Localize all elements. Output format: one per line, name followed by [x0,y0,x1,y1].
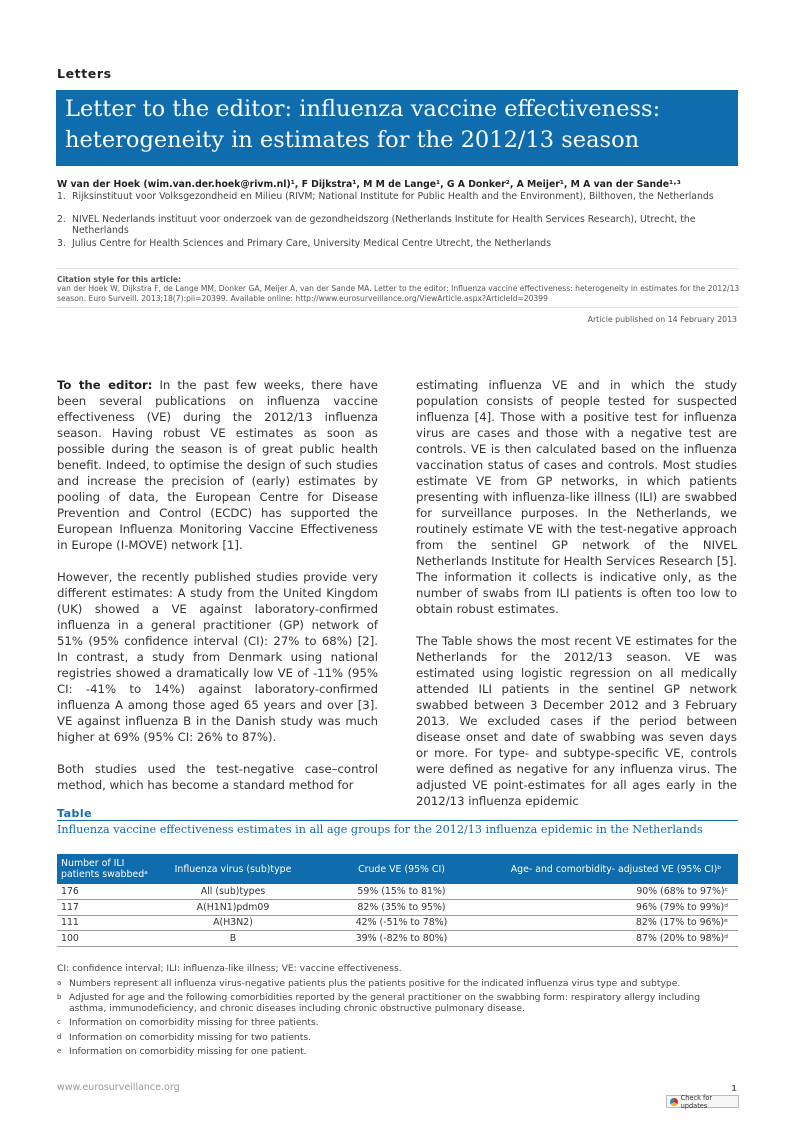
footnote-d [57,1032,738,1043]
paragraph-lead: To the editor: [57,378,153,392]
footnote-abbreviations: CI: confidence interval; ILI: influenza-like illness; VE: vaccine effectiveness. [57,963,402,974]
table-row [57,915,738,931]
table-rule [57,820,738,821]
affiliation-2 [57,214,747,236]
table-cell: A(H1N1)pdm09 [157,900,309,916]
table-row [57,884,738,900]
footnote-mark: d [57,1033,62,1041]
table-label: Table [57,807,93,820]
table-cell: B [157,931,309,947]
table-cell: 59% (15% to 81%) [309,884,494,900]
table-cell: 176 [57,884,157,900]
table-cell: 39% (-82% to 80%) [309,931,494,947]
check-for-updates-button[interactable] [666,1095,739,1108]
body-paragraph: To the editor: In the past few weeks, there have been several publications on influenza vaccine effectiveness (VE) during the 2012/13 influenza season. Having robust VE estimates as soon as possible during the season is of great public health benefit. Indeed, to optimise the design of such studies and increase the precision of (early) estimates by pooling of data, the European Centre for Disease Prevention and Control (ECDC) has supported the European Influenza Monitoring Vaccine Effectiveness in Europe (I-MOVE) network [1]. [57,378,378,552]
article-title [56,90,738,160]
table-cell: 90% (68% to 97%)ᶜ [494,884,738,900]
title-line-1: Letter to the editor: influenza vaccine effectiveness: [65,96,661,122]
table-cell: 111 [57,915,157,931]
column-header: Age- and comorbidity- adjusted VE (95% CI)ᵇ [494,854,738,884]
author-list: W van der Hoek (wim.van.der.hoek@rivm.nl)¹, F Dijkstra¹, M M de Lange¹, G A Donker², A Meijer¹, M A van der Sande¹·³ [57,179,681,190]
body-column-left [57,377,378,793]
ve-table [57,854,738,947]
footnote-text: Information on comorbidity missing for two patients. [69,1032,312,1043]
table-cell: 117 [57,900,157,916]
column-header: Number of ILI patients swabbedᵃ [57,854,157,884]
body-paragraph: Both studies used the test-negative case–control method, which has become a standard method for [57,762,378,792]
divider [57,307,738,308]
table-header-row [57,854,738,884]
affiliation-number: 3. [57,238,66,249]
footnote-mark: c [57,1018,61,1026]
footnote-b [57,992,738,1014]
table-row [57,900,738,916]
citation-label: Citation style for this article: [57,275,182,284]
footnote-mark: b [57,993,62,1001]
section-label: Letters [57,66,112,81]
table-cell: 42% (-51% to 78%) [309,915,494,931]
footnote-mark: a [57,979,62,987]
citation-text: van der Hoek W, Dijkstra F, de Lange MM, Donker GA, Meijer A, van der Sande MA. Letter to the editor: Influenza vaccine effectiveness: heterogeneity in estimates for the 2012/13 season. Euro Surveill. 2013;18(7):pii=20399. Available online: http://www.eurosurveillance.org/ViewArticle.aspx?ArticleId=20399 [57,284,740,303]
table-cell: 82% (35% to 95%) [309,900,494,916]
footnote-e [57,1046,738,1057]
table-cell: 100 [57,931,157,947]
body-paragraph: The Table shows the most recent VE estimates for the Netherlands for the 2012/13 season. VE was estimated using logistic regression on all medically attended ILI patients in the sentinel GP network swabbed between 3 December 2012 and 3 February 2013. We excluded cases if the period between disease onset and date of swabbing was seven days or more. For type- and subtype-specific VE, controls were defined as negative for any influenza virus. The adjusted VE point-estimates for all ages early in the 2012/13 influenza epidemic [416,634,737,808]
footnote-mark: e [57,1047,62,1055]
table-cell: 87% (20% to 98%)ᵈ [494,931,738,947]
divider [57,268,738,269]
table-cell: A(H3N2) [157,915,309,931]
table-cell: All (sub)types [157,884,309,900]
affiliation-number: 2. [57,214,66,225]
footnote-text: Information on comorbidity missing for three patients. [69,1017,319,1028]
affiliation-text: Rijksinstituut voor Volksgezondheid en Milieu (RIVM; National Institute for Public Health and the Environment), Bilthoven, the Netherlands [72,191,714,202]
footnote-c [57,1017,738,1028]
footnote-a [57,978,738,989]
crossmark-icon [670,1098,678,1106]
footer-url[interactable]: www.eurosurveillance.org [57,1082,180,1093]
body-column-right [416,377,737,809]
table-row [57,931,738,947]
table-caption: Influenza vaccine effectiveness estimates in all age groups for the 2012/13 influenza epidemic in the Netherlands [57,823,703,836]
column-header: Crude VE (95% CI) [309,854,494,884]
footnote-text: Numbers represent all influenza virus-negative patients plus the patients positive for the indicated influenza virus type and subtype. [69,978,681,989]
footnote-text: Information on comorbidity missing for one patient. [69,1046,307,1057]
affiliation-text: NIVEL Nederlands instituut voor onderzoek van de gezondheidszorg (Netherlands Institute for Health Services Research), Utrecht, the Netherlands [72,214,696,236]
check-for-updates-label: Check for updates [680,1093,713,1110]
footnote-text: Adjusted for age and the following comorbidities reported by the general practitioner on the swabbing form: respiratory allergy including asthma, immunodeficiency, and chronic diseases including chronic obstructive pulmonary disease. [69,992,701,1014]
affiliation-number: 1. [57,191,66,202]
affiliation-3 [57,238,747,249]
title-line-2: heterogeneity in estimates for the 2012/13 season [65,127,640,153]
article-title-banner [56,90,738,166]
affiliation-1 [57,191,747,202]
affiliation-text: Julius Centre for Health Sciences and Primary Care, University Medical Centre Utrecht, the Netherlands [72,238,552,249]
body-paragraph: estimating influenza VE and in which the study population consists of people tested for suspected influenza [4]. Those with a positive test for influenza virus are cases and those with a negative test are controls. VE is then calculated based on the influenza vaccination status of cases and controls. Most studies estimate VE from GP networks, in which patients presenting with influenza-like illness (ILI) are swabbed for surveillance purposes. In the Netherlands, we routinely estimate VE with the test-negative approach from the sentinel GP network of the NIVEL Netherlands Institute for Health Services Research [5]. The information it collects is indicative only, as the number of swabs from ILI patients is often too low to obtain robust estimates. [416,378,737,616]
body-paragraph: However, the recently published studies provide very different estimates: A study from the United Kingdom (UK) showed a VE against laboratory-confirmed influenza in a general practitioner (GP) network of 51% (95% confidence interval (CI): 27% to 68%) [2]. In contrast, a study from Denmark using national registries showed a dramatically low VE of -11% (95% CI: -41% to 14%) against laboratory-confirmed influenza A among those aged 65 years and over [3]. VE against influenza B in the Danish study was much higher at 69% (95% CI: 26% to 87%). [57,570,378,744]
table-cell: 82% (17% to 96%)ᵉ [494,915,738,931]
column-header: Influenza virus (sub)type [157,854,309,884]
table-cell: 96% (79% to 99%)ᵈ [494,900,738,916]
page-number: 1 [731,1084,737,1093]
published-date: Article published on 14 February 2013 [587,315,737,324]
